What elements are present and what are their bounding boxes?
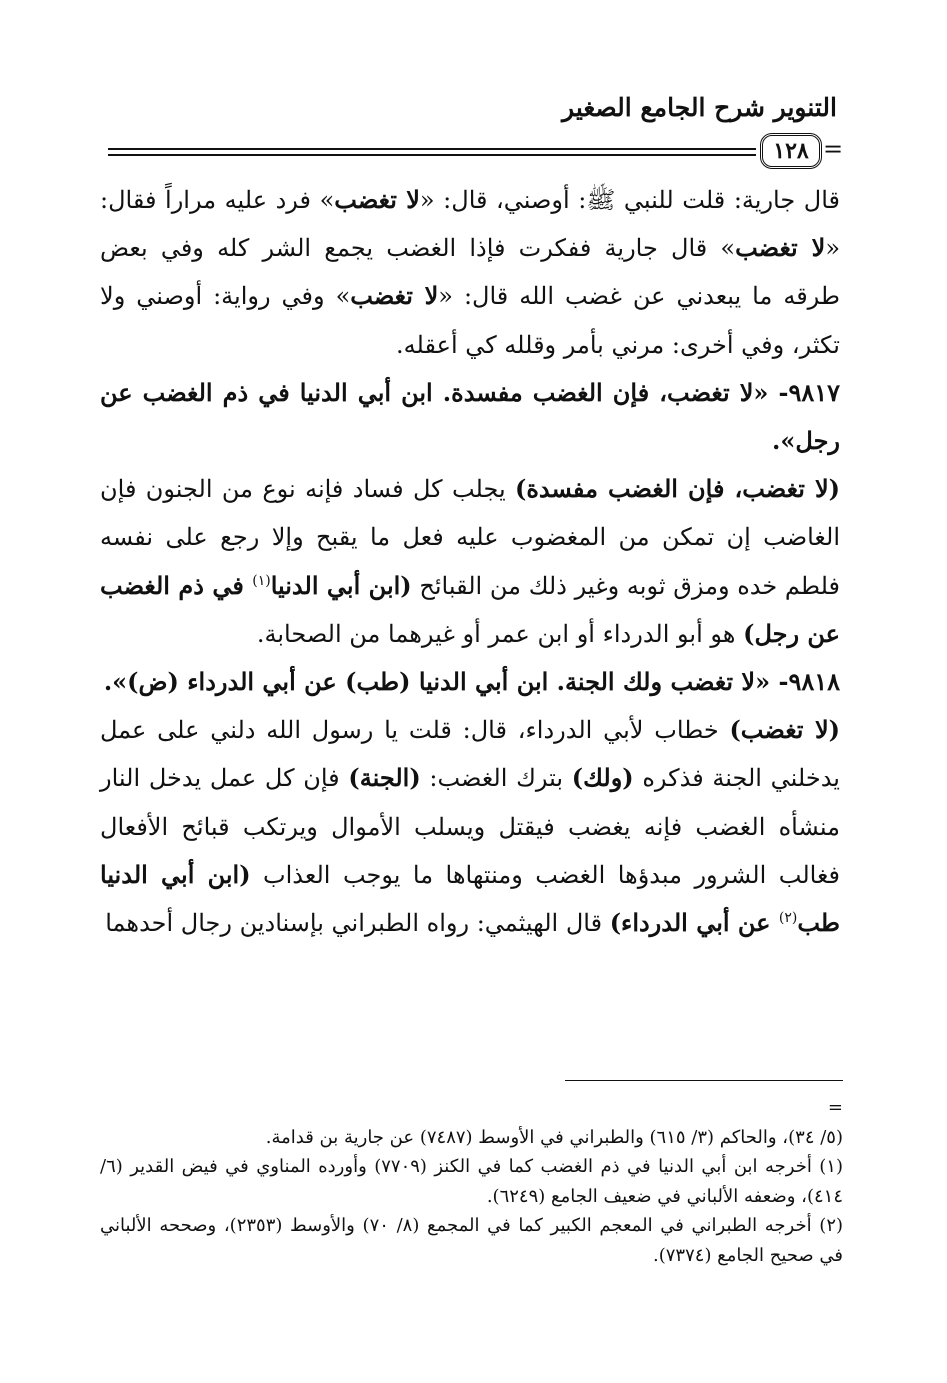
text-run: قال الهيثمي: رواه الطبراني بإسنادين رجال أحدهما xyxy=(105,909,610,938)
text-run: قال جارية: قلت للنبي ﷺ: أوصني، قال: « xyxy=(419,186,840,214)
footnote-ref-1[interactable]: (١) xyxy=(252,572,271,589)
footnote-2: (٢) أخرجه الطبراني في المعجم الكبير كما في المجمع (٨/ ٧٠) والأوسط (٢٣٥٣)، وصححه الألباني في صحيح الجامع (٧٣٧٤). xyxy=(100,1215,844,1266)
bold-run: لا تغضب xyxy=(735,233,826,263)
footnote-ref-2[interactable]: (٢) xyxy=(778,910,798,927)
text-run: هو أبو الدرداء أو ابن عمر أو غيرهما من الصحابة. xyxy=(256,619,744,648)
text-run: خطاب لأبي الدرداء، قال: قلت يا رسول الله دلني على عمل يدخلني الجنة فذكره xyxy=(100,716,840,793)
bold-run: (الجنة) xyxy=(348,763,421,793)
hadith-text-9817: ٩٨١٧- «لا تغضب، فإن الغضب مفسدة. ابن أبي الدنيا في ذم الغضب عن رجل». xyxy=(100,377,840,456)
paragraph-intro xyxy=(100,176,840,369)
bold-run: لا تغضب xyxy=(350,281,439,311)
bold-run: في ذم الغضب عن رجل) xyxy=(100,570,840,648)
text-run: » قال جارية ففكرت فإذا الغضب يجمع الشر كله وفي بعض طرقه ما يبعدني عن غضب الله قال: « xyxy=(100,234,841,311)
page-number: ١٢٨ xyxy=(760,133,822,169)
footnote-separator xyxy=(565,1080,843,1081)
page-number-mark: = xyxy=(823,135,844,163)
bold-run: (ابن أبي الدنيا xyxy=(270,570,412,600)
header-rule-upper xyxy=(108,148,756,150)
text-run: يجلب كل فساد فإنه نوع من الجنون فإن الغاضب إن تمكن من المغضوب عليه فعل ما يقبح وإلا رجع على نفسه فلطم خده ومزق ثوبه وغير ذلك من القبائح xyxy=(100,475,841,600)
commentary-9818 xyxy=(100,706,840,947)
bold-run: عن أبي الدرداء) xyxy=(609,908,779,938)
text-run: بترك الغضب: xyxy=(420,764,572,793)
bold-run: (لا تغضب) xyxy=(729,715,840,745)
main-text xyxy=(100,176,840,947)
text-run: » فرد عليه مراراً فقال: « xyxy=(100,186,840,263)
footnote-continuation-mark: = xyxy=(827,1097,843,1118)
bold-run: لا تغضب xyxy=(334,185,420,214)
footnote-continuation: (٥/ ٣٤)، والحاكم (٣/ ٦١٥) والطبراني في الأوسط (٧٤٨٧) عن جارية بن قدامة. xyxy=(265,1126,843,1148)
hadith-heading-9817 xyxy=(100,369,840,465)
bold-run: (ولك) xyxy=(571,763,634,793)
footnote-1: (١) أخرجه ابن أبي الدنيا في ذم الغضب كما في الكنز (٧٧٠٩) وأورده المناوي في فيض القدير (٦/ ٤١٤)، وضعفه الألباني في ضعيف الجامع (٦٢٤٩). xyxy=(100,1156,843,1207)
footnotes xyxy=(100,1093,843,1270)
running-title: التنوير شرح الجامع الصغير xyxy=(562,93,837,122)
hadith-heading-9818 xyxy=(100,658,840,706)
header-rule-lower xyxy=(108,154,756,156)
text-run: » وفي رواية: أوصني ولا تكثر، وفي أخرى: مرني بأمر وقلله كي أعقله. xyxy=(100,282,840,359)
text-run: فإن كل عمل يدخل النار منشأه الغضب فإنه يغضب فيقتل ويسلب الأموال ويرتكب قبائح الأفعال فغالب الشرور مبدؤها الغضب ومنتهاها ما يوجب العذاب xyxy=(100,764,840,889)
bold-run: (ابن أبي الدنيا طب xyxy=(100,859,840,938)
bold-run: (لا تغضب، فإن الغضب مفسدة) xyxy=(514,474,840,504)
commentary-9817 xyxy=(100,465,840,658)
hadith-text-9818: ٩٨١٨- «لا تغضب ولك الجنة. ابن أبي الدنيا (طب) عن أبي الدرداء (ض)». xyxy=(103,667,840,697)
